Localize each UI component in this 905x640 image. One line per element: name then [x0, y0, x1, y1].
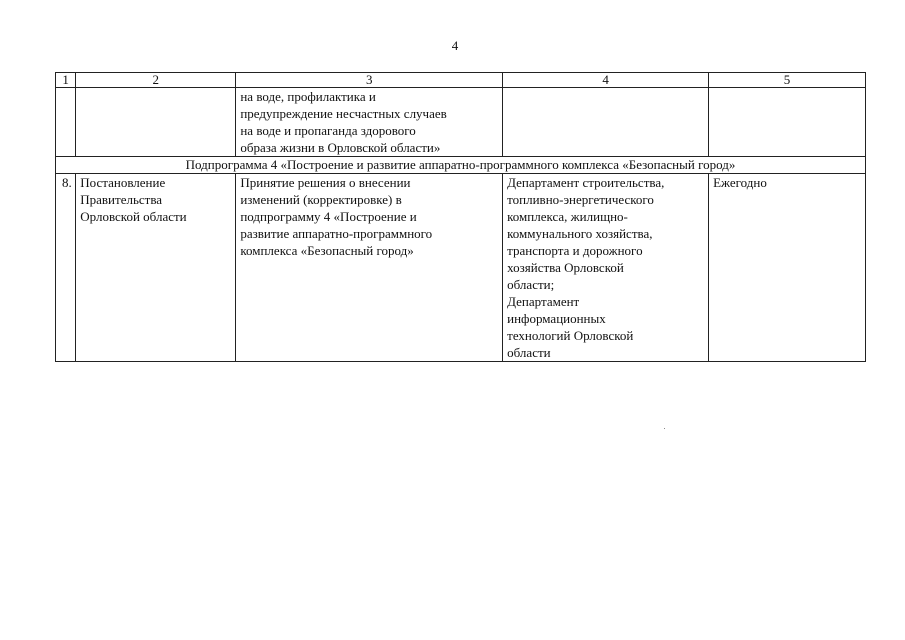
header-cell-1: 1 — [56, 73, 76, 88]
cont-cell-5 — [709, 88, 866, 157]
item-description: Принятие решения о внесении изменений (корректировке) в подпрограмму 4 «Построение и развитие аппаратно-программного комплекса «Безопасный город» — [236, 174, 503, 362]
header-cell-2: 2 — [76, 73, 236, 88]
subprogram-title: Подпрограмма 4 «Построение и развитие аппаратно-программного комплекса «Безопасный город» — [56, 157, 866, 174]
table-row-continuation — [56, 88, 866, 157]
header-cell-4: 4 — [503, 73, 709, 88]
page-number: 4 — [451, 38, 459, 53]
item-document: Постановление Правительства Орловской области — [76, 174, 236, 362]
table-header-row — [56, 73, 866, 88]
table-row-item-8 — [56, 174, 866, 362]
cont-cell-1 — [56, 88, 76, 157]
scan-speck — [664, 428, 665, 429]
header-cell-5: 5 — [709, 73, 866, 88]
document-table — [55, 72, 866, 362]
cont-cell-4 — [503, 88, 709, 157]
item-number: 8. — [56, 174, 76, 362]
cont-cell-2 — [76, 88, 236, 157]
item-responsible: Департамент строительства, топливно-энергетического комплекса, жилищно- коммунального хозяйства, транспорта и дорожного хозяйства Орловской области; Департамент информационных технологий Орловской области — [503, 174, 709, 362]
subprogram-title-row — [56, 157, 866, 174]
item-period: Ежегодно — [709, 174, 866, 362]
cont-cell-3: на воде, профилактика и предупреждение несчастных случаев на воде и пропаганда здорового образа жизни в Орловской области» — [236, 88, 503, 157]
header-cell-3: 3 — [236, 73, 503, 88]
